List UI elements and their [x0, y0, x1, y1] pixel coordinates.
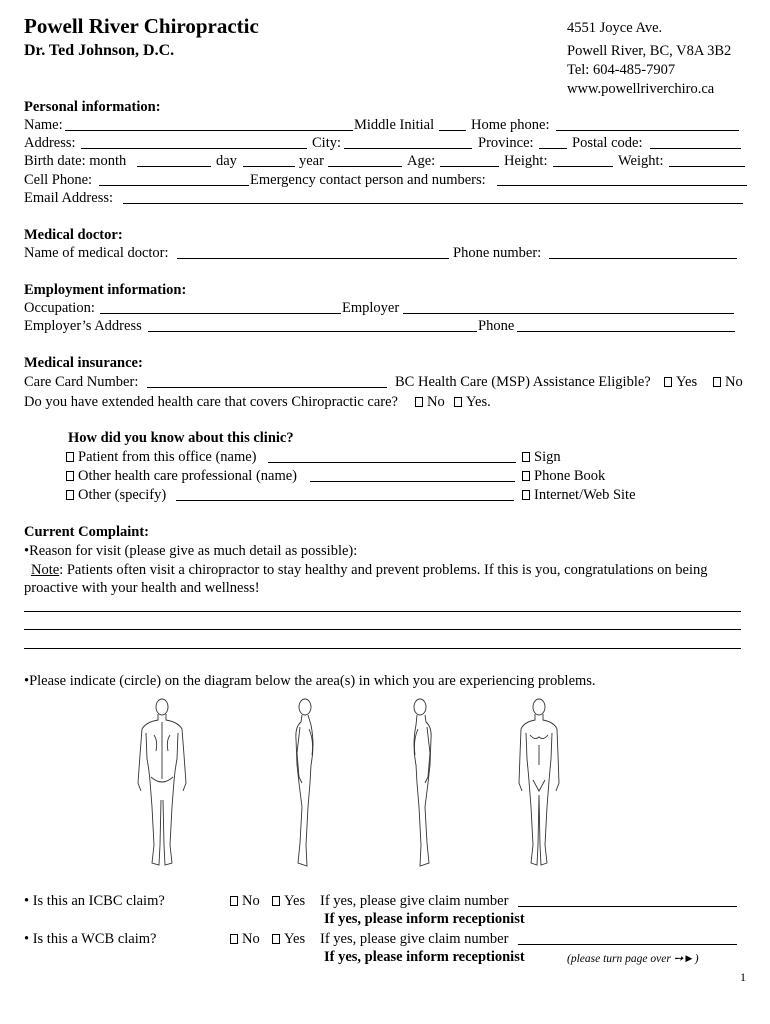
birth-month-field[interactable] — [137, 166, 211, 167]
referral-patient-label: Patient from this office (name) — [78, 449, 257, 465]
complaint-heading: Current Complaint: — [24, 524, 149, 540]
msp-yes-label: Yes — [676, 374, 698, 390]
referral-other-label: Other (specify) — [78, 487, 167, 503]
wcb-question: • Is this a WCB claim? — [24, 931, 157, 947]
msp-no-label: No — [725, 374, 743, 390]
care-card-label: Care Card Number: — [24, 374, 139, 390]
referral-sign-checkbox[interactable] — [522, 452, 530, 462]
age-label: Age: — [407, 153, 436, 169]
reason-line-1[interactable] — [24, 611, 741, 612]
icbc-claim-number-field[interactable] — [518, 906, 737, 907]
birth-year-field[interactable] — [328, 166, 402, 167]
employment-heading: Employment information: — [24, 282, 187, 298]
care-card-field[interactable] — [147, 387, 387, 388]
wcb-claim-number-label: If yes, please give claim number — [320, 931, 509, 947]
wcb-yes-label: Yes — [284, 931, 306, 947]
home-phone-field[interactable] — [556, 130, 739, 131]
wcb-no-checkbox[interactable] — [230, 934, 238, 944]
age-field[interactable] — [440, 166, 499, 167]
medical-doctor-label: Name of medical doctor: — [24, 245, 169, 261]
doctor-name: Dr. Ted Johnson, D.C. — [24, 42, 175, 59]
clinic-address-2: Powell River, BC, V8A 3B2 — [567, 43, 732, 59]
extended-yes-label: Yes. — [466, 394, 491, 410]
middle-initial-label: Middle Initial — [354, 117, 435, 133]
extended-no-label: No — [427, 394, 445, 410]
turn-page-note — [567, 951, 699, 968]
icbc-question: • Is this an ICBC claim? — [24, 893, 165, 909]
postal-label: Postal code: — [572, 135, 643, 151]
reason-line-3[interactable] — [24, 648, 741, 649]
clinic-address-1: 4551 Joyce Ave. — [567, 20, 663, 36]
clinic-website: www.powellriverchiro.ca — [567, 81, 715, 97]
medical-doctor-field[interactable] — [177, 258, 449, 259]
cell-phone-field[interactable] — [99, 185, 249, 186]
icbc-yes-checkbox[interactable] — [272, 896, 280, 906]
personal-heading: Personal information: — [24, 99, 161, 115]
referral-professional-checkbox[interactable] — [66, 471, 74, 481]
extended-no-checkbox[interactable] — [415, 397, 423, 407]
employer-address-label: Employer’s Address — [24, 318, 142, 334]
msp-yes-checkbox[interactable] — [664, 377, 672, 387]
height-field[interactable] — [553, 166, 613, 167]
note-body: : Patients often visit a chiropractor to stay healthy and prevent problems. If this is you, congratulations on being — [59, 562, 708, 578]
body-diagram-back[interactable] — [134, 695, 190, 875]
middle-initial-field[interactable] — [439, 130, 466, 131]
medical-doctor-heading: Medical doctor: — [24, 227, 123, 243]
referral-phonebook-checkbox[interactable] — [522, 471, 530, 481]
icbc-yes-option[interactable] — [272, 893, 305, 910]
referral-other-checkbox[interactable] — [66, 490, 74, 500]
birth-day-label: day — [216, 153, 237, 169]
reason-prompt: •Reason for visit (please give as much detail as possible): — [24, 543, 358, 559]
emergency-field[interactable] — [497, 185, 747, 186]
name-field[interactable] — [65, 130, 353, 131]
employer-field[interactable] — [403, 313, 734, 314]
wcb-no-label: No — [242, 931, 260, 947]
email-field[interactable] — [123, 203, 743, 204]
note-text — [31, 562, 708, 579]
msp-no-checkbox[interactable] — [713, 377, 721, 387]
occupation-field[interactable] — [100, 313, 341, 314]
clinic-tel: Tel: 604-485-7907 — [567, 62, 676, 78]
icbc-yes-label: Yes — [284, 893, 306, 909]
referral-other-option[interactable] — [66, 487, 166, 504]
extended-yes-checkbox[interactable] — [454, 397, 462, 407]
referral-phonebook-label: Phone Book — [534, 468, 606, 484]
cell-phone-label: Cell Phone: — [24, 172, 93, 188]
address-field[interactable] — [81, 148, 307, 149]
arrow-right-icon: ➙►) — [673, 953, 699, 965]
referral-patient-checkbox[interactable] — [66, 452, 74, 462]
wcb-no-option[interactable] — [230, 931, 260, 948]
birth-month-label: Birth date: month — [24, 153, 127, 169]
indicate-prompt: •Please indicate (circle) on the diagram below the area(s) in which you are experiencing problems. — [24, 673, 596, 689]
body-diagram-right-side[interactable] — [400, 695, 440, 875]
insurance-heading: Medical insurance: — [24, 355, 143, 371]
icbc-no-checkbox[interactable] — [230, 896, 238, 906]
city-field[interactable] — [344, 148, 472, 149]
referral-sign-option[interactable] — [522, 449, 561, 466]
referral-internet-checkbox[interactable] — [522, 490, 530, 500]
province-field[interactable] — [539, 148, 567, 149]
employer-phone-field[interactable] — [517, 331, 735, 332]
birth-day-field[interactable] — [243, 166, 295, 167]
referral-heading: How did you know about this clinic? — [68, 430, 294, 446]
weight-label: Weight: — [618, 153, 664, 169]
icbc-claim-number-label: If yes, please give claim number — [320, 893, 509, 909]
occupation-label: Occupation: — [24, 300, 95, 316]
doctor-phone-field[interactable] — [549, 258, 737, 259]
page-number: 1 — [740, 970, 746, 984]
referral-patient-field[interactable] — [268, 462, 516, 463]
employer-phone-label: Phone — [478, 318, 515, 334]
note-label: Note — [31, 562, 60, 578]
referral-internet-label: Internet/Web Site — [534, 487, 636, 503]
extended-no-option[interactable] — [415, 394, 445, 411]
doctor-phone-label: Phone number: — [453, 245, 542, 261]
birth-year-label: year — [299, 153, 324, 169]
reason-line-2[interactable] — [24, 629, 741, 630]
name-label: Name: — [24, 117, 63, 133]
clinic-name: Powell River Chiropractic — [24, 14, 259, 38]
referral-phonebook-option[interactable] — [522, 468, 605, 485]
city-label: City: — [312, 135, 342, 151]
wcb-yes-option[interactable] — [272, 931, 305, 948]
wcb-inform-note: If yes, please inform receptionist — [324, 949, 525, 965]
address-label: Address: — [24, 135, 76, 151]
home-phone-label: Home phone: — [471, 117, 550, 133]
email-label: Email Address: — [24, 190, 114, 206]
turn-page-text: (please turn page over — [567, 953, 671, 965]
province-label: Province: — [478, 135, 534, 151]
extended-yes-option[interactable] — [454, 394, 491, 411]
referral-sign-label: Sign — [534, 449, 561, 465]
note-text-2: proactive with your health and wellness! — [24, 580, 260, 596]
wcb-yes-checkbox[interactable] — [272, 934, 280, 944]
weight-field[interactable] — [669, 166, 745, 167]
icbc-no-option[interactable] — [230, 893, 260, 910]
extended-question: Do you have extended health care that covers Chiropractic care? — [24, 394, 398, 410]
referral-professional-field[interactable] — [310, 481, 515, 482]
referral-professional-label: Other health care professional (name) — [78, 468, 298, 484]
referral-professional-option[interactable] — [66, 468, 297, 485]
msp-no-option[interactable] — [713, 374, 743, 391]
employer-address-field[interactable] — [148, 331, 477, 332]
body-diagram-left-side[interactable] — [287, 695, 327, 875]
msp-yes-option[interactable] — [664, 374, 697, 391]
referral-internet-option[interactable] — [522, 487, 636, 504]
referral-patient-option[interactable] — [66, 449, 257, 466]
body-diagram-front[interactable] — [515, 695, 563, 875]
emergency-label: Emergency contact person and numbers: — [250, 172, 486, 188]
msp-question: BC Health Care (MSP) Assistance Eligible? — [395, 374, 651, 390]
postal-field[interactable] — [650, 148, 741, 149]
height-label: Height: — [504, 153, 548, 169]
employer-label: Employer — [342, 300, 400, 316]
wcb-claim-number-field[interactable] — [518, 944, 737, 945]
icbc-no-label: No — [242, 893, 260, 909]
icbc-inform-note: If yes, please inform receptionist — [324, 911, 525, 927]
referral-other-field[interactable] — [176, 500, 514, 501]
